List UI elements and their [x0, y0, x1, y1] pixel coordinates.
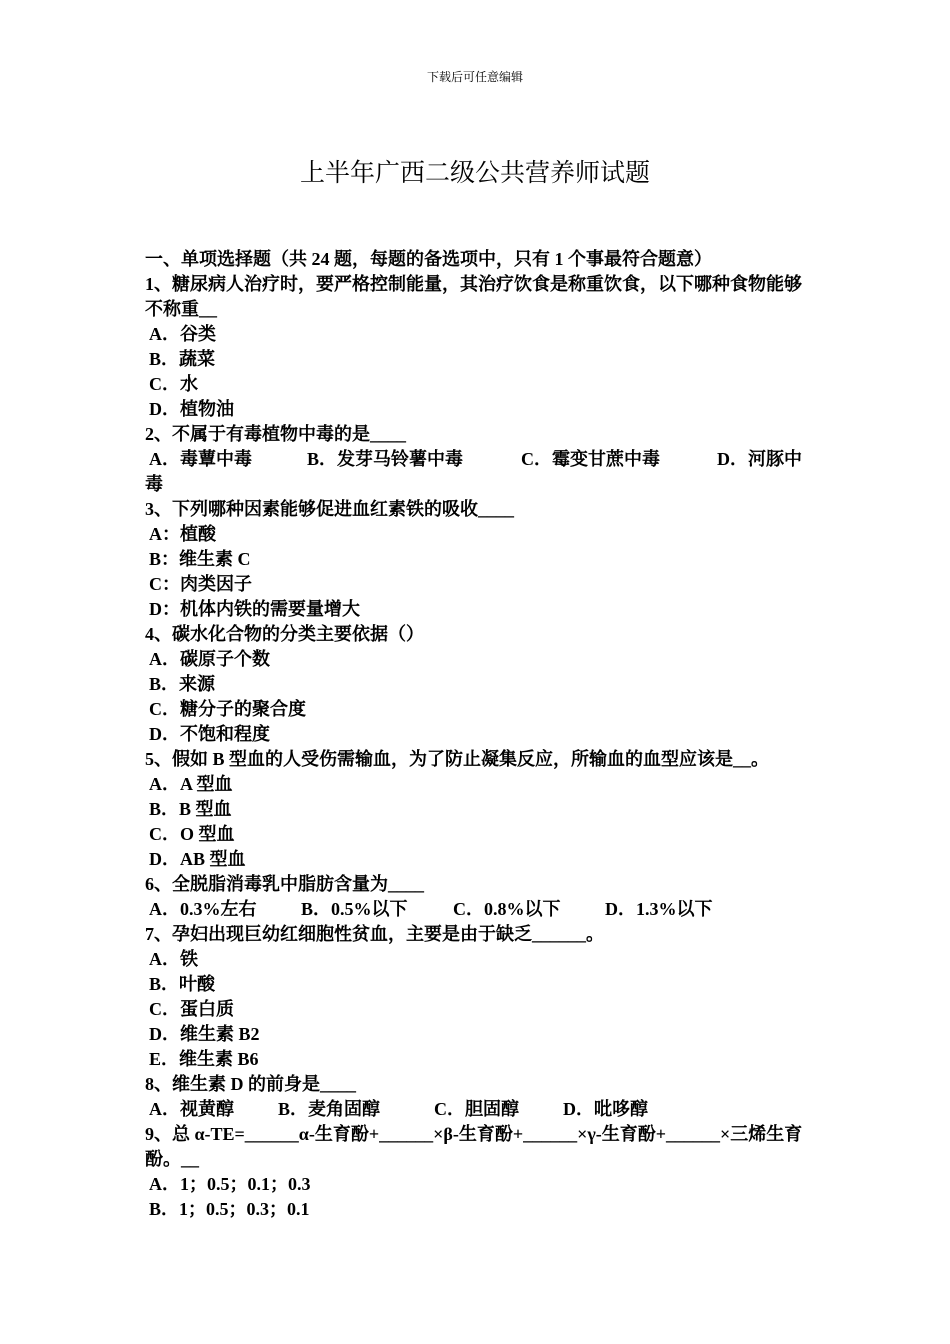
- question-7-option-a: A．铁: [149, 949, 198, 969]
- question-6-options: [145, 897, 810, 922]
- question-6-option-d: D．1.3%以下: [605, 899, 713, 919]
- question-2-stem: 2、不属于有毒植物中毒的是____: [145, 424, 406, 444]
- question-5-option-c: C．O 型血: [149, 824, 235, 844]
- question-9-stem: 9、总 α-TE=______α-生育酚+______×β-生育酚+______×γ-生育酚+______×三烯生育酚。__: [145, 1124, 803, 1169]
- question-4-option-b: B．来源: [149, 674, 216, 694]
- question-6-option-a: A．0.3%左右: [149, 899, 257, 919]
- question-1-option-b: B．蔬菜: [149, 349, 216, 369]
- question-6-stem: 6、全脱脂消毒乳中脂肪含量为____: [145, 874, 424, 894]
- question-3-option-c: C：肉类因子: [149, 574, 252, 594]
- question-8-options: [145, 1097, 810, 1122]
- question-9-option-b: B．1；0.5；0.3；0.1: [149, 1199, 310, 1219]
- question-5-option-b: B．B 型血: [149, 799, 232, 819]
- question-2-options: [145, 447, 810, 472]
- question-2-option-b: B．发芽马铃薯中毒: [307, 449, 464, 469]
- question-6-option-c: C．0.8%以下: [453, 899, 561, 919]
- question-7-option-b: B．叶酸: [149, 974, 216, 994]
- header-note: 下载后可任意编辑: [426, 70, 523, 84]
- question-7-stem: 7、孕妇出现巨幼红细胞性贫血，主要是由于缺乏______。: [145, 924, 604, 944]
- question-7-option-c: C．蛋白质: [149, 999, 234, 1019]
- question-2-option-a: A．毒蕈中毒: [149, 449, 252, 469]
- question-8-stem: 8、维生素 D 的前身是____: [145, 1074, 356, 1094]
- question-1-option-c: C．水: [149, 374, 198, 394]
- question-4-option-a: A．碳原子个数: [149, 649, 270, 669]
- question-6-option-b: B．0.5%以下: [301, 899, 408, 919]
- question-5-stem: 5、假如 B 型血的人受伤需输血，为了防止凝集反应，所输血的血型应该是__。: [145, 749, 770, 769]
- question-3-option-d: D：机体内铁的需要量增大: [149, 599, 360, 619]
- question-8-option-c: C．胆固醇: [434, 1099, 519, 1119]
- question-5-option-a: A．A 型血: [149, 774, 233, 794]
- question-2-option-d: D．河豚中: [717, 449, 802, 469]
- question-9-option-a: A．1；0.5；0.1；0.3: [149, 1174, 311, 1194]
- question-3-option-a: A：植酸: [149, 524, 216, 544]
- question-3-option-b: B：维生素 C: [149, 549, 251, 569]
- question-5-option-d: D．AB 型血: [149, 849, 246, 869]
- question-4-stem: 4、碳水化合物的分类主要依据（）: [145, 624, 424, 644]
- question-1-option-a: A．谷类: [149, 324, 216, 344]
- question-list: [145, 247, 810, 1222]
- question-8-option-d: D．吡哆醇: [563, 1099, 648, 1119]
- section-heading: 一、单项选择题（共 24 题，每题的备选项中，只有 1 个事最符合题意）: [145, 249, 712, 269]
- question-4-option-c: C．糖分子的聚合度: [149, 699, 306, 719]
- question-1-stem: 1、糖尿病人治疗时，要严格控制能量，其治疗饮食是称重饮食，以下哪种食物能够不称重__: [145, 274, 802, 319]
- page-title: 上半年广西二级公共营养师试题: [299, 160, 650, 187]
- question-2-option-d-continued: 毒: [145, 474, 163, 494]
- question-8-option-a: A．视黄醇: [149, 1099, 234, 1119]
- question-7-option-d: D．维生素 B2: [149, 1024, 260, 1044]
- question-3-stem: 3、下列哪种因素能够促进血红素铁的吸收____: [145, 499, 514, 519]
- question-8-option-b: B．麦角固醇: [278, 1099, 381, 1119]
- question-7-option-e: E．维生素 B6: [149, 1049, 259, 1069]
- question-2-option-c: C．霉变甘蔗中毒: [521, 449, 660, 469]
- question-1-option-d: D．植物油: [149, 399, 234, 419]
- question-4-option-d: D．不饱和程度: [149, 724, 270, 744]
